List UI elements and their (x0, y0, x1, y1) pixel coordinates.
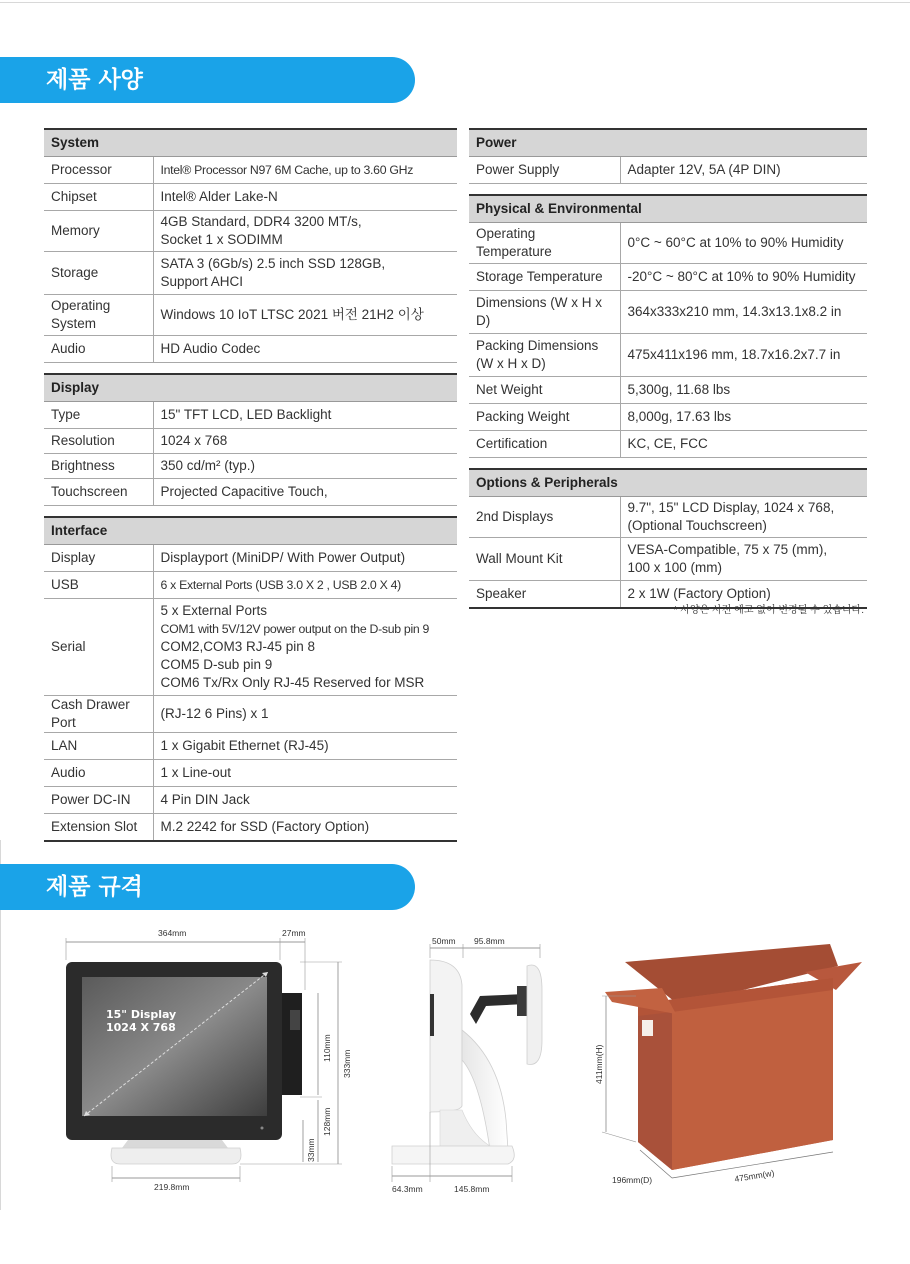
spec-key: Brightness (44, 454, 153, 479)
spec-row-processor (44, 157, 457, 184)
spec-key: Type (44, 402, 153, 429)
spec-row-memory (44, 211, 457, 252)
spec-value-line: 1 x Gigabit Ethernet (RJ-45) (160, 738, 329, 753)
spec-value-line: COM5 D-sub pin 9 (160, 657, 273, 672)
spec-row-type (44, 402, 457, 429)
spec-value-line: 1 x Line-out (160, 765, 232, 780)
dim-front-depth-extra: 27mm (282, 928, 306, 938)
section-title: Options & Peripherals (469, 469, 867, 497)
spec-value (620, 538, 867, 581)
spec-value-line: 350 cd/m² (typ.) (160, 458, 256, 473)
spec-key: Operating Temperature (469, 223, 620, 264)
spec-row-storage (44, 252, 457, 295)
section-title: Physical & Environmental (469, 195, 867, 223)
spec-value (153, 252, 457, 295)
front-display-label-1: 15" Display (106, 1008, 177, 1021)
spec-value (153, 184, 457, 211)
spec-value-line: Adapter 12V, 5A (4P DIN) (627, 162, 781, 177)
section-title: Power (469, 129, 867, 157)
spec-key: Processor (44, 157, 153, 184)
spec-row-net-weight (469, 377, 867, 404)
spec-key: 2nd Displays (469, 497, 620, 538)
spec-key: Display (44, 545, 153, 572)
spec-row-touchscreen (44, 479, 457, 506)
spec-key: Cash Drawer Port (44, 696, 153, 733)
spec-value (153, 429, 457, 454)
spec-key: LAN (44, 733, 153, 760)
spec-value (620, 264, 867, 291)
spec-value (153, 545, 457, 572)
spec-row-extension-slot (44, 814, 457, 842)
spec-value-line: 6 x External Ports (USB 3.0 X 2 , USB 2.0 X 4) (160, 578, 401, 592)
spec-key: Extension Slot (44, 814, 153, 842)
front-view-drawing (66, 928, 352, 1192)
spec-value (153, 814, 457, 842)
spec-row-brightness (44, 454, 457, 479)
spec-key: Touchscreen (44, 479, 153, 506)
spec-table-right (469, 128, 867, 609)
spec-value-line: 4GB Standard, DDR4 3200 MT/s, (160, 214, 362, 229)
spec-value (153, 760, 457, 787)
spec-value-line: (Optional Touchscreen) (627, 518, 767, 533)
spec-key: Certification (469, 431, 620, 458)
section-gap (469, 184, 867, 196)
spec-value-line: Support AHCI (160, 274, 244, 289)
dim-front-lower: 128mm (322, 1107, 332, 1136)
spec-value (153, 295, 457, 336)
spec-key: Power Supply (469, 157, 620, 184)
dim-side-bottom-left: 64.3mm (392, 1184, 423, 1194)
spec-value-line: Windows 10 IoT LTSC 2021 버전 21H2 이상 (160, 307, 424, 322)
spec-key: Speaker (469, 581, 620, 609)
section-header-system (44, 129, 457, 157)
spec-key: Packing Weight (469, 404, 620, 431)
spec-key: Wall Mount Kit (469, 538, 620, 581)
spec-value (153, 572, 457, 599)
section-title: System (44, 129, 457, 157)
dim-box-width: 475mm(w) (733, 1167, 775, 1184)
spec-key: USB (44, 572, 153, 599)
dim-side-top-left: 50mm (432, 936, 456, 946)
spec-value-line: Intel® Alder Lake-N (160, 189, 278, 204)
spec-key: Chipset (44, 184, 153, 211)
spec-key: Packing Dimensions (W x H x D) (469, 334, 620, 377)
spec-value-line: 5 x External Ports (160, 603, 268, 618)
spec-value (620, 404, 867, 431)
spec-row-resolution (44, 429, 457, 454)
spec-value-line: 15" TFT LCD, LED Backlight (160, 407, 332, 422)
spec-row-storage-temperature (469, 264, 867, 291)
spec-value-line: 5,300g, 11.68 lbs (627, 382, 731, 397)
spec-row-usb (44, 572, 457, 599)
spec-value (620, 291, 867, 334)
spec-row-chipset (44, 184, 457, 211)
spec-value (153, 157, 457, 184)
section-header-physical-environmental (469, 195, 867, 223)
dim-box-depth: 196mm(D) (612, 1175, 653, 1185)
section-title: Interface (44, 517, 457, 545)
spec-value (153, 733, 457, 760)
spec-value (620, 334, 867, 377)
section-gap (469, 458, 867, 470)
spec-row-certification (469, 431, 867, 458)
spec-value-line: (RJ-12 6 Pins) x 1 (160, 706, 269, 721)
section-header-interface (44, 517, 457, 545)
spec-row-power-supply (469, 157, 867, 184)
dim-side-bottom-right: 145.8mm (454, 1184, 490, 1194)
spec-row-serial (44, 599, 457, 696)
spec-disclaimer-note: * 사양은 사전 예고 없이 변경될 수 있습니다. (673, 605, 864, 616)
spec-row-cash-drawer-port (44, 696, 457, 733)
spec-row-2nd-displays (469, 497, 867, 538)
spec-value-line: -20°C ~ 80°C at 10% to 90% Humidity (627, 269, 856, 284)
spec-value (153, 336, 457, 363)
spec-value-line: COM2,COM3 RJ-45 pin 8 (160, 639, 316, 654)
spec-value (620, 431, 867, 458)
section-header-display (44, 374, 457, 402)
spec-value (620, 223, 867, 264)
spec-value (153, 211, 457, 252)
spec-row-operating-temperature (469, 223, 867, 264)
spec-row-audio (44, 760, 457, 787)
spec-key: Storage Temperature (469, 264, 620, 291)
spec-value-line: Displayport (MiniDP/ With Power Output) (160, 550, 406, 565)
spec-key: Power DC-IN (44, 787, 153, 814)
spec-value-line: COM1 with 5V/12V power output on the D-sub pin 9 (160, 622, 430, 636)
spec-value-line: 0°C ~ 60°C at 10% to 90% Humidity (627, 235, 844, 250)
spec-value-line: M.2 2242 for SSD (Factory Option) (160, 819, 370, 834)
spec-row-operating-system (44, 295, 457, 336)
spec-value-line: 8,000g, 17.63 lbs (627, 409, 732, 424)
spec-value-line: VESA-Compatible, 75 x 75 (mm), (627, 542, 828, 557)
spec-key: Memory (44, 211, 153, 252)
spec-row-packing-dimensions-w-x-h-x-d (469, 334, 867, 377)
section-header-power (469, 129, 867, 157)
spec-value-line: 475x411x196 mm, 18.7x16.2x7.7 in (627, 347, 841, 362)
dim-front-base-height: 33mm (306, 1138, 316, 1162)
spec-key: Resolution (44, 429, 153, 454)
dim-front-base-width: 219.8mm (154, 1182, 190, 1192)
dim-side-top-right: 95.8mm (474, 936, 505, 946)
side-view-drawing (392, 936, 542, 1194)
spec-value-line: 9.7", 15" LCD Display, 1024 x 768, (627, 500, 835, 515)
spec-value (620, 157, 867, 184)
spec-value-line: Intel® Processor N97 6M Cache, up to 3.60 GHz (160, 163, 414, 177)
spec-key: Audio (44, 336, 153, 363)
spec-key: Operating System (44, 295, 153, 336)
section-gap (44, 363, 457, 375)
spec-value (153, 402, 457, 429)
spec-value (620, 377, 867, 404)
spec-row-wall-mount-kit (469, 538, 867, 581)
dim-front-height: 333mm (342, 1049, 352, 1078)
dim-front-upper: 110mm (322, 1034, 332, 1062)
spec-value-line: HD Audio Codec (160, 341, 261, 356)
packing-box-drawing (594, 944, 862, 1185)
spec-value-line: KC, CE, FCC (627, 436, 708, 451)
spec-value (153, 454, 457, 479)
spec-table-left (44, 128, 457, 842)
spec-row-audio (44, 336, 457, 363)
section-header-options-peripherals (469, 469, 867, 497)
dim-front-width: 364mm (158, 928, 187, 938)
top-divider (0, 2, 910, 3)
section-gap (44, 506, 457, 518)
spec-key: Net Weight (469, 377, 620, 404)
spec-key: Storage (44, 252, 153, 295)
spec-row-power-dc-in (44, 787, 457, 814)
spec-value-line: COM6 Tx/Rx Only RJ-45 Reserved for MSR (160, 675, 425, 690)
dimension-drawings (0, 915, 910, 1215)
spec-value (153, 696, 457, 733)
spec-value (153, 787, 457, 814)
spec-key: Dimensions (W x H x D) (469, 291, 620, 334)
spec-key: Audio (44, 760, 153, 787)
spec-value-line: 364x333x210 mm, 14.3x13.1x8.2 in (627, 304, 842, 319)
spec-value-line: 2 x 1W (Factory Option) (627, 586, 771, 601)
spec-section-banner: 제품 사양 (0, 57, 415, 103)
spec-row-dimensions-w-x-h-x-d (469, 291, 867, 334)
spec-value-line: Projected Capacitive Touch, (160, 484, 328, 499)
spec-value-line: 100 x 100 (mm) (627, 560, 723, 575)
spec-row-display (44, 545, 457, 572)
dim-box-height: 411mm(H) (594, 1044, 604, 1084)
spec-row-lan (44, 733, 457, 760)
spec-value-line: Socket 1 x SODIMM (160, 232, 283, 247)
spec-value-line: SATA 3 (6Gb/s) 2.5 inch SSD 128GB, (160, 256, 386, 271)
section-title: Display (44, 374, 457, 402)
spec-value (153, 599, 457, 696)
spec-key: Serial (44, 599, 153, 696)
spec-value-line: 1024 x 768 (160, 433, 228, 448)
spec-value-line: 4 Pin DIN Jack (160, 792, 250, 807)
dims-section-banner: 제품 규격 (0, 864, 415, 910)
spec-row-packing-weight (469, 404, 867, 431)
spec-value (620, 497, 867, 538)
front-display-label-2: 1024 X 768 (106, 1021, 176, 1034)
spec-value (153, 479, 457, 506)
